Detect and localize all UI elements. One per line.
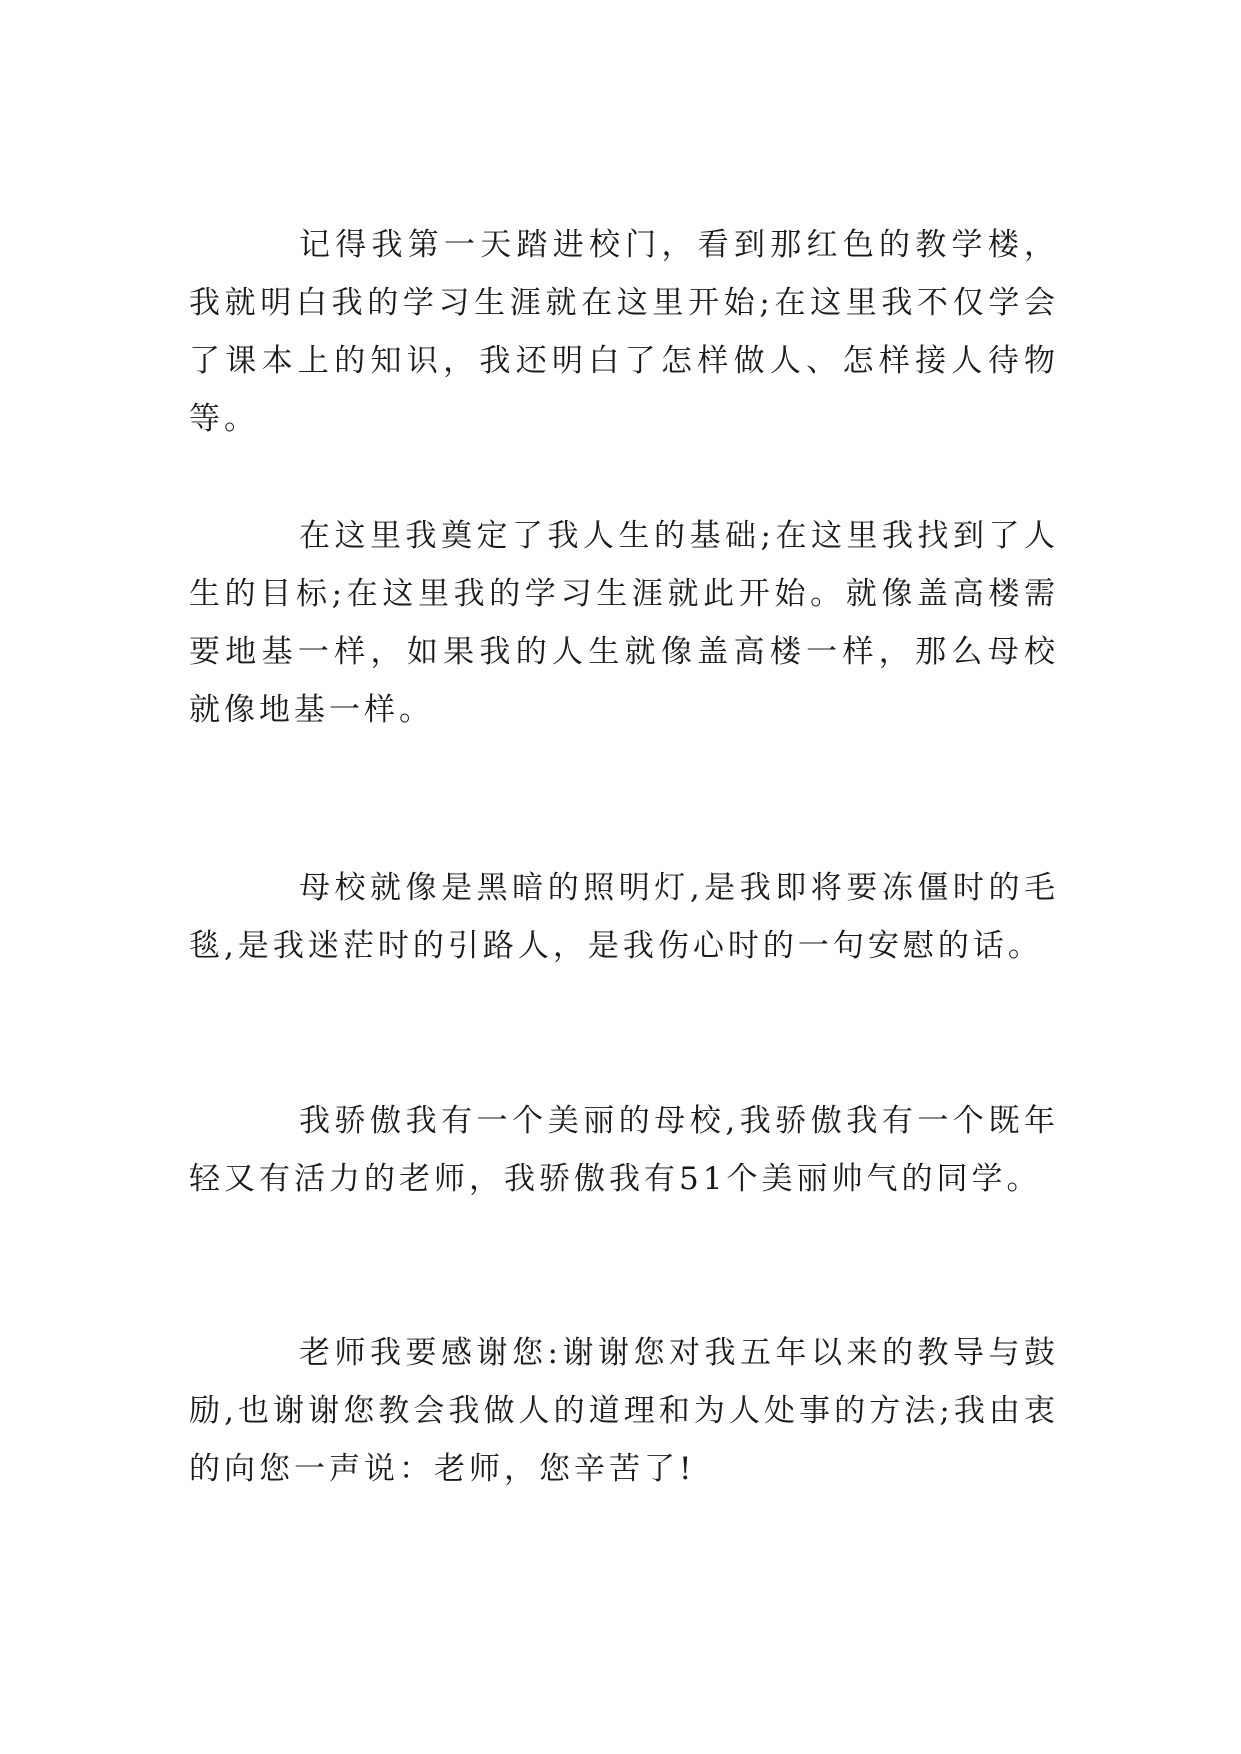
paragraph-2: 在这里我奠定了我人生的基础;在这里我找到了人生的目标;在这里我的学习生涯就此开始。就像盖高楼需要地基一样，如果我的人生就像盖高楼一样，那么母校就像地基一样。 (189, 518, 1059, 728)
paragraph-5: 老师我要感谢您:谢谢您对我五年以来的教导与鼓励,也谢谢您教会我做人的道理和为人处事的方法;我由衷的向您一声说：老师，您辛苦了! (189, 1335, 1059, 1487)
paragraph-1: 记得我第一天踏进校门，看到那红色的教学楼，我就明白我的学习生涯就在这里开始;在这里我不仅学会了课本上的知识，我还明白了怎样做人、怎样接人待物等。 (189, 227, 1059, 437)
paragraph-3: 母校就像是黑暗的照明灯,是我即将要冻僵时的毛毯,是我迷茫时的引路人，是我伤心时的一句安慰的话。 (189, 870, 1059, 964)
paragraph-4: 我骄傲我有一个美丽的母校,我骄傲我有一个既年轻又有活力的老师，我骄傲我有51个美丽帅气的同学。 (189, 1103, 1059, 1197)
